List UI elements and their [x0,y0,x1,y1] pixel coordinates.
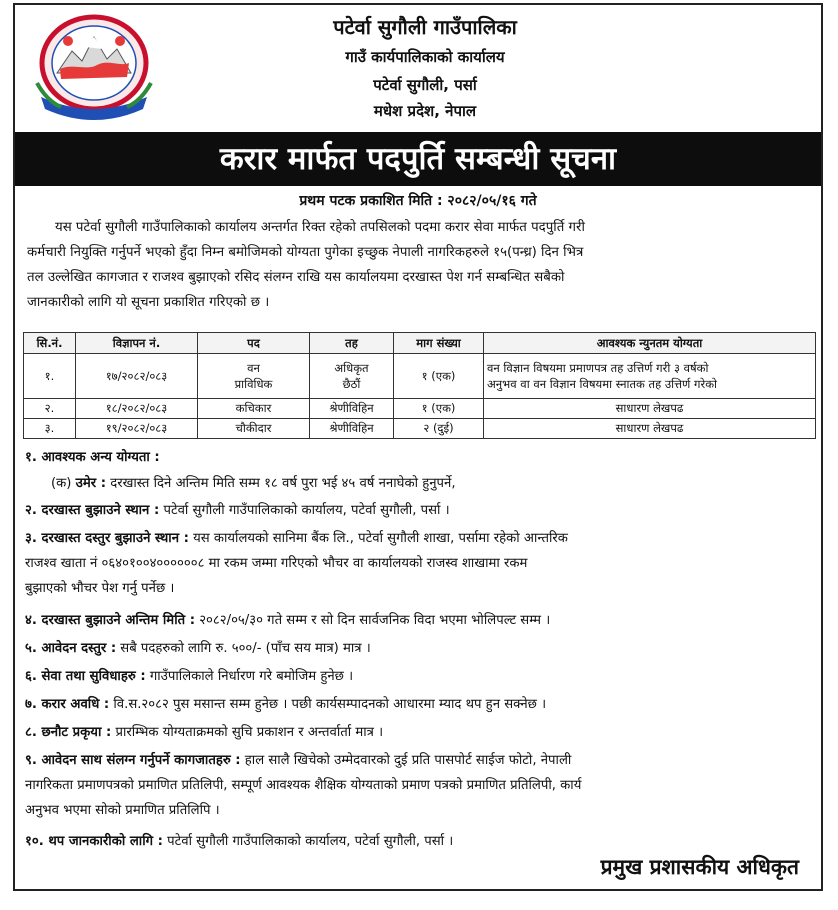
table-row [24,354,816,399]
item-line: राजश्व खाता नं ०६४०१००४००००००८ मा रकम जम्मा गरिएको भौचर वा कार्यालयको राजस्व शाखामा रकम [25,556,528,571]
item-text: पटेर्वा सुगौली गाउँपालिकाको कार्यालय, पटेर्वा सुगौली, पर्सा । [163,503,450,518]
item-benefits [25,666,811,684]
cell-ad-no: १८/२०८२/०८३ [76,399,198,419]
item-text: हाल सालै खिचेको उम्मेदवारको दुई प्रति पासपोर्ट साईज फोटो, नेपाली [244,753,572,768]
cell-post-line: प्राविधिक [234,377,273,391]
item-text: सबै पदहरुको लागि रु. ५००/- (पाँच सय मात्र) मात्र । [120,641,371,656]
item-label: २. दरखास्त बुझाउने स्थान : [25,503,160,518]
notice-title-banner: करार मार्फत पदपुर्ति सम्बन्धी सूचना [15,132,821,186]
cell-qualification [484,354,816,399]
cell-sn: १. [24,354,76,399]
item-text: वि.स.२०८२ पुस मसान्त सम्म हुनेछ । पछी कार्यसम्पादनको आधारमा म्याद थप हुन सक्नेछ । [113,697,547,712]
cell-post [198,354,310,399]
cell-level-line: अधिकृत [334,361,369,375]
cell-count: १ (एक) [394,399,484,419]
office-location: पटेर्वा सुगौली, पर्सा [373,76,477,94]
item-text: २०८२/०५/३० गते सम्म र सो दिन सार्वजनिक विदा भएमा भोलिपल्ट सम्म । [199,613,551,628]
cell-level: श्रेणीविहिन [310,399,394,419]
item-text: प्रारम्भिक योग्यताक्रमको सुचि प्रकाशन र अन्तर्वार्ता मात्र । [115,725,384,740]
cell-post-line: वन [247,361,260,375]
cell-level [310,354,394,399]
item-fee-payment-place [25,528,811,596]
notice-header [15,5,821,130]
intro-line: यस पटेर्वा सुगौली गाउँपालिकाको कार्यालय अन्तर्गत रिक्त रहेको तपसिलको पदमा करार सेवा मार्फत पदपुर्ति गरी [55,220,585,235]
item-text: दरखास्त दिने अन्तिम मिति सम्म १८ वर्ष पुरा भई ४५ वर्ष ननाघेको हुनुपर्ने, [110,476,456,491]
intro-line: जानकारीको लागि यो सूचना प्रकाशित गरिएको छ । [27,295,270,310]
nepal-emblem-icon [27,11,161,121]
item-age [51,473,837,491]
cell-post: चौकीदार [198,419,310,439]
table-row [24,399,816,419]
cell-qualification: साधारण लेखपढ [484,399,816,419]
col-header-level: तह [310,333,394,354]
item-line: नागरिकता प्रमाणपत्रको प्रमाणित प्रतिलिपी, सम्पूर्ण आवश्यक शैक्षिक योग्यताको प्रमाण पत्रको प्रमाणित प्रतिलिपी, कार्य [25,778,582,793]
item-deadline [25,610,811,628]
table-row [24,419,816,439]
item-line [25,750,811,768]
cell-count: १ (एक) [394,354,484,399]
table-header-row [24,333,816,354]
cell-qualification: साधारण लेखपढ [484,419,816,439]
item-other-qualifications [25,447,811,465]
cell-ad-no: १९/२०८२/०८३ [76,419,198,439]
cell-level: श्रेणीविहिन [310,419,394,439]
item-application-fee [25,638,811,656]
item-submission-place [25,500,811,518]
item-label: ३. दरखास्त दस्तुर बुझाउने स्थान : [25,531,189,546]
col-header-post: पद [198,333,310,354]
item-label: १०. थप जानकारीको लागि : [25,834,163,849]
item-prefix: (क) [51,476,72,491]
item-line: बुझाएको भौचर पेश गर्नु पर्नेछ । [25,581,175,596]
col-header-sn: सि.नं. [24,333,76,354]
col-header-count: माग संख्या [394,333,484,354]
item-text: पटेर्वा सुगौली गाउँपालिकाको कार्यालय, पटेर्वा सुगौली, पर्सा । [167,834,454,849]
intro-line: तल उल्लेखित कागजात र राजश्व बुझाएको रसिद संलग्न राखि यस कार्यालयमा दरखास्त पेश गर्न सम्बन्धित सबैको [27,270,565,285]
item-required-documents [25,750,811,818]
cell-post: कचिकार [198,399,310,419]
col-header-qualification: आवश्यक न्युनतम योग्यता [484,333,816,354]
item-more-info [25,831,811,849]
item-label: ९. आवेदन साथ संलग्न गर्नुपर्ने कागजातहरु : [25,753,241,768]
municipality-name: पटेर्वा सुगौली गाउँपालिका [333,15,517,39]
item-text: गाउँपालिकाले निर्धारण गरे बमोजिम हुनेछ । [149,669,354,684]
cell-sn: २. [24,399,76,419]
cell-sn: ३. [24,419,76,439]
item-label: ७. करार अवधि : [25,697,110,712]
item-label: १. आवश्यक अन्य योग्यता : [25,450,160,465]
item-line [25,528,811,546]
cell-qualification-line: अनुभव वा वन विज्ञान विषयमा स्नातक तह उत्तिर्ण गरेको [487,377,718,391]
publish-date: प्रथम पटक प्रकाशित मिति : २०८२/०५/१६ गते [299,193,537,209]
item-label: उमेर : [75,476,106,491]
intro-paragraph [27,215,809,315]
cell-count: २ (दुई) [394,419,484,439]
item-label: ८. छनौट प्रकृया : [25,725,112,740]
item-selection-process [25,722,811,740]
cell-qualification-line: वन विज्ञान विषयमा प्रमाणपत्र तह उत्तिर्ण गरी ३ वर्षको [487,361,709,375]
item-label: ५. आवेदन दस्तुर : [25,641,117,656]
item-text: यस कार्यालयको सानिमा बैंक लि., पटेर्वा सुगौली शाखा, पर्सामा रहेको आन्तरिक [193,531,568,546]
item-label: ६. सेवा तथा सुविधाहरु : [25,669,146,684]
cell-ad-no: १७/२०८२/०८३ [76,354,198,399]
notice-frame [13,3,823,891]
province-country: मधेश प्रदेश, नेपाल [373,102,477,120]
col-header-ad-no: विज्ञापन नं. [76,333,198,354]
item-line: अनुभव भएमा सोको प्रमाणित प्रतिलिपि । [25,803,220,818]
item-contract-period [25,694,811,712]
signature-title: प्रमुख प्रशासकीय अधिकृत [600,855,799,879]
item-label: ४. दरखास्त बुझाउने अन्तिम मिति : [25,613,195,628]
intro-line: कर्मचारी नियुक्ति गर्नुपर्ने भएको हुँदा निम्न बमोजिमको योग्यता पुगेका इच्छुक नेपाली नागरिकहरुले १५(पन्ध्र) दिन भित्र [27,245,584,260]
vacancy-table [23,332,816,439]
cell-level-line: छैठौं [342,377,361,391]
office-name: गाउँ कार्यपालिकाको कार्यालय [345,48,505,66]
